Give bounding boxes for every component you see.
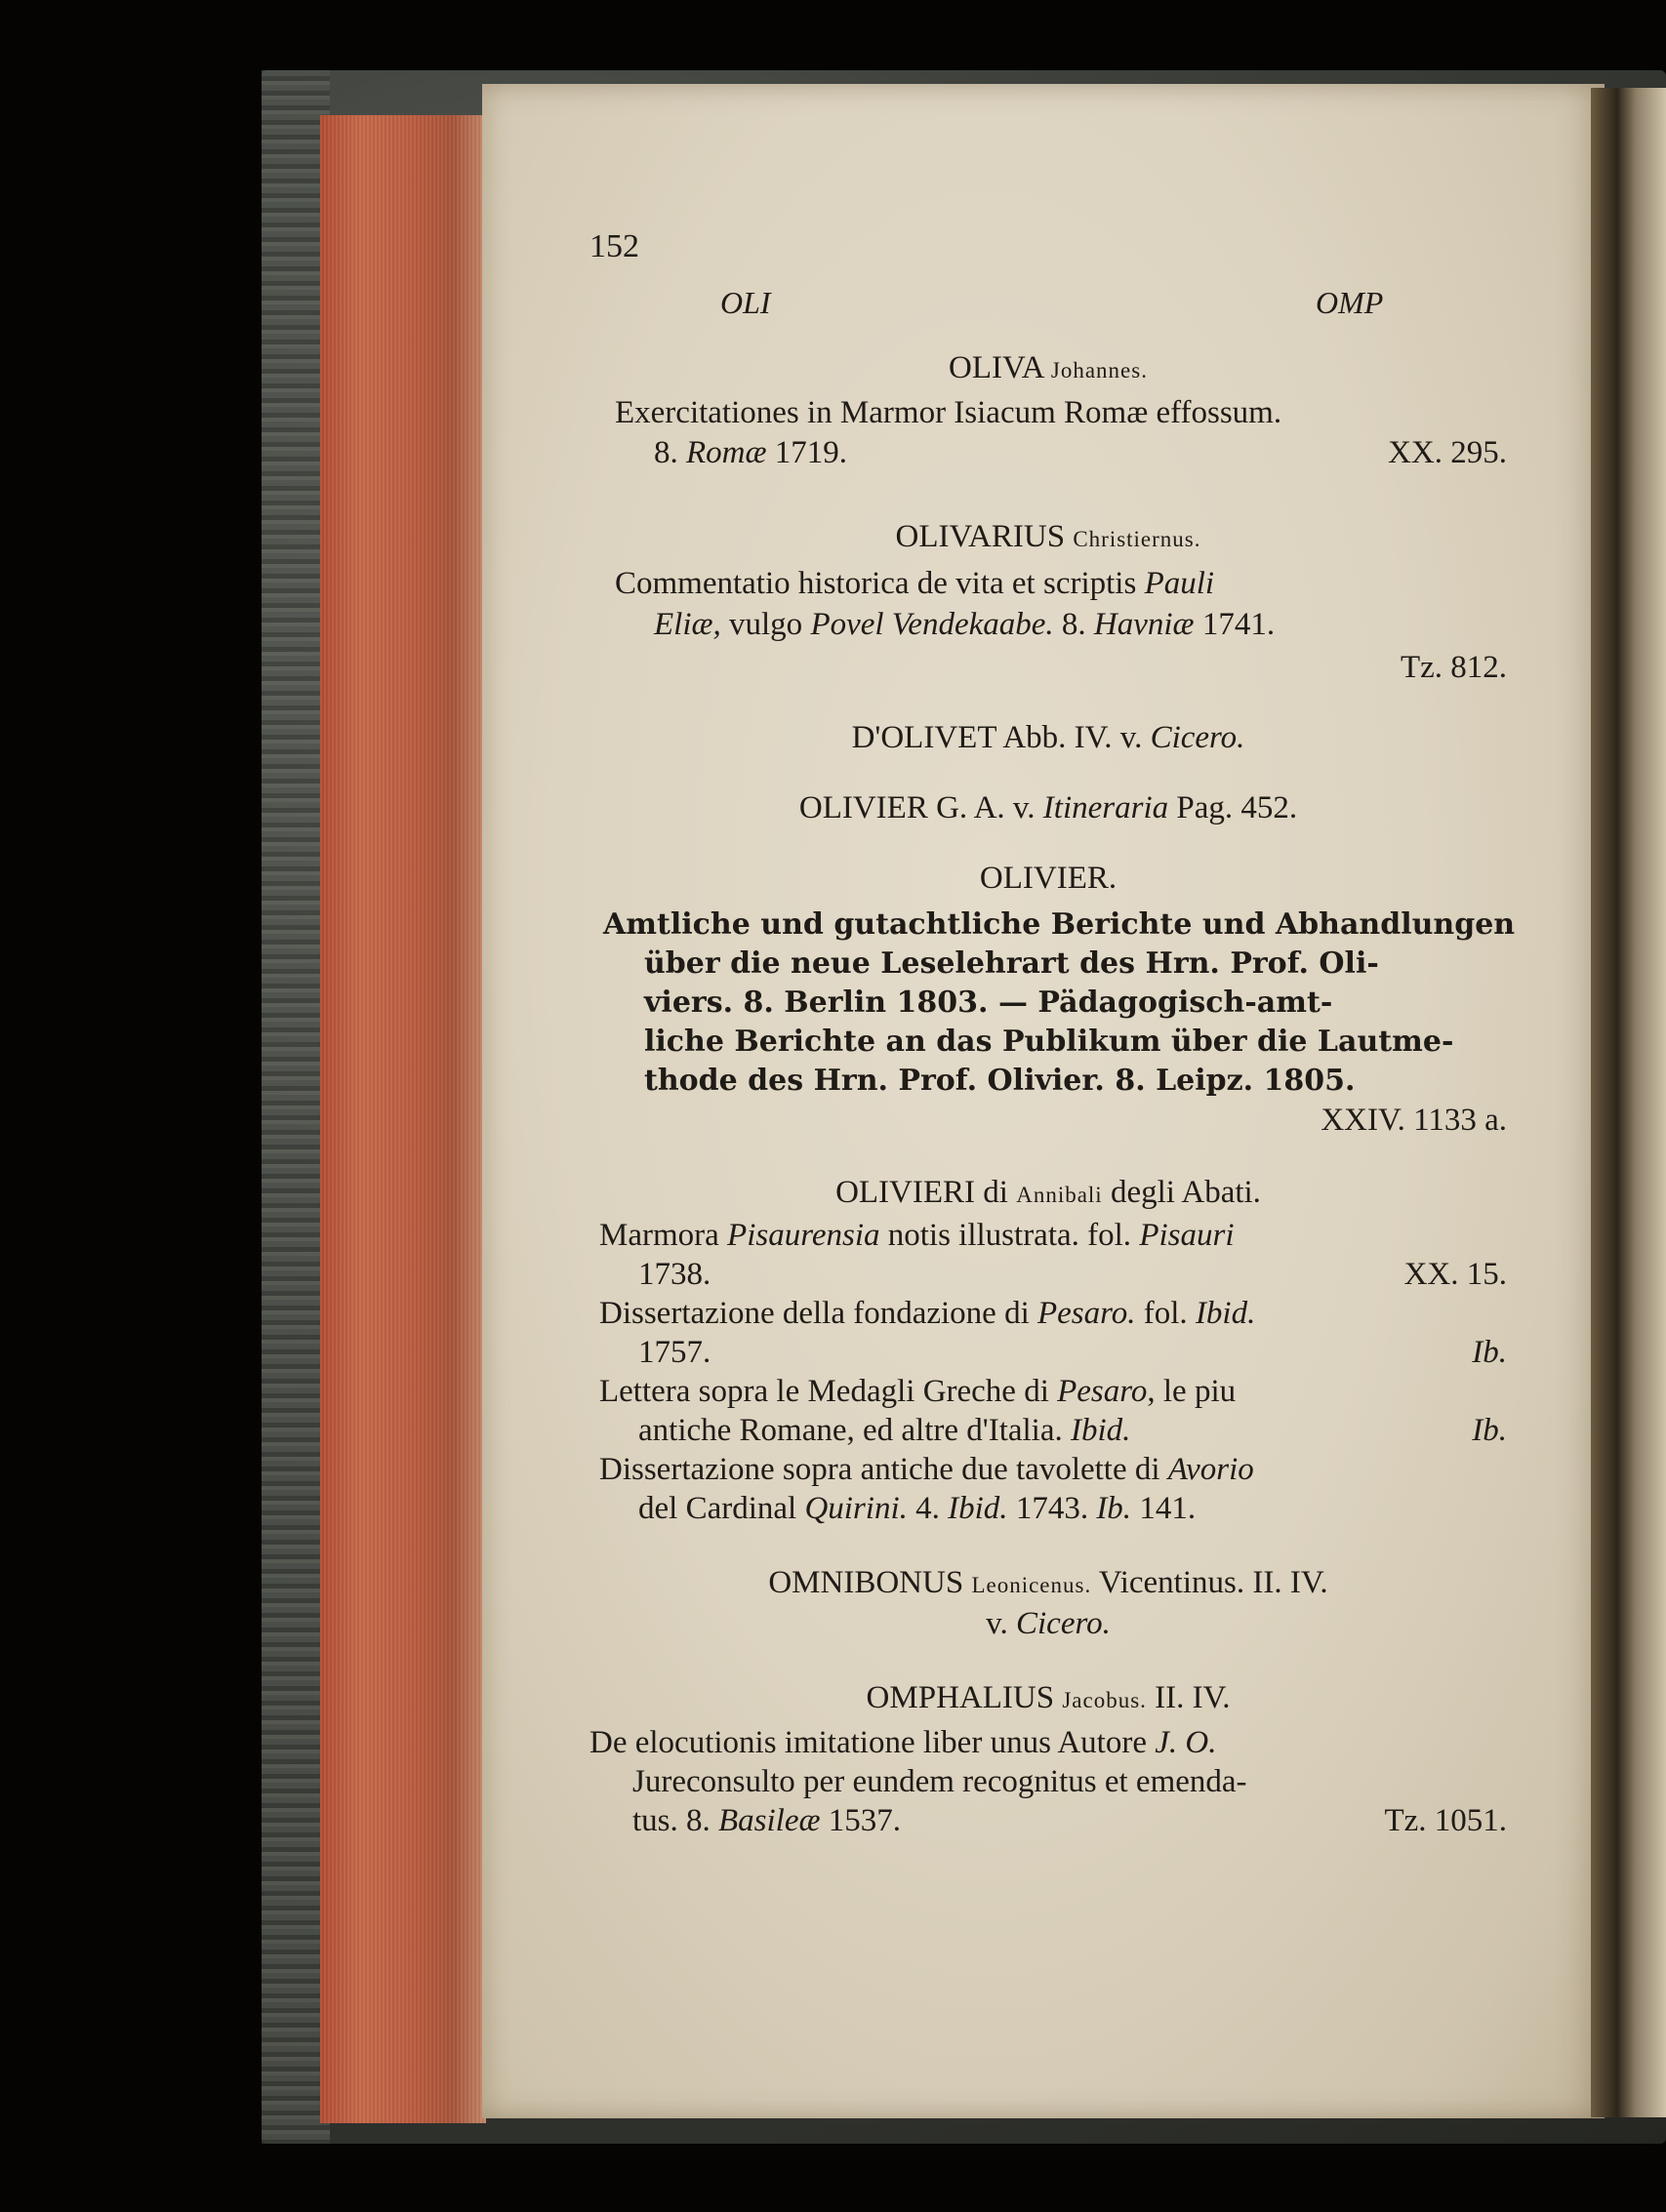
gutter-fold bbox=[1591, 88, 1666, 2117]
entry-line: Commentatio historica de vita et scriptis Pauli bbox=[615, 566, 1215, 601]
entry-line: v. Cicero. bbox=[986, 1606, 1111, 1641]
entry-line: del Cardinal Quirini. 4. Ibid. 1743. Ib. 141. bbox=[638, 1491, 1197, 1526]
entry-line: Lettera sopra le Medagli Greche di Pesaro, le piu bbox=[599, 1374, 1237, 1409]
entry-reference: Tz. 812. bbox=[1400, 650, 1507, 685]
entry-line: Exercitationes in Marmor Isiacum Romæ effossum. bbox=[615, 395, 1282, 430]
entry-line: 1757. Ib. bbox=[638, 1335, 1507, 1370]
entry-reference: XXIV. 1133 a. bbox=[1321, 1103, 1507, 1138]
page-edges-texture bbox=[320, 115, 486, 2123]
page-number: 152 bbox=[589, 228, 639, 264]
entry-heading: OLIVIERI di Annibali degli Abati. bbox=[835, 1175, 1261, 1210]
running-head-right: OMP bbox=[1316, 285, 1384, 320]
entry-line: Eliæ, vulgo Povel Vendekaabe. 8. Havniæ 1741. bbox=[654, 607, 1276, 642]
entry-line-fraktur: Amtliche und gutachtliche Berichte und Abhandlungen bbox=[603, 907, 1516, 942]
entry-line: 1738. XX. 15. bbox=[638, 1257, 1507, 1292]
entry-line-fraktur: thode des Hrn. Prof. Olivier. 8. Leipz. 1805. bbox=[644, 1064, 1356, 1098]
entry-line: De elocutionis imitatione liber unus Autore J. O. bbox=[589, 1725, 1217, 1760]
entry-heading: OLIVA Johannes. bbox=[949, 350, 1148, 385]
entry-line: Dissertazione della fondazione di Pesaro. fol. Ibid. bbox=[599, 1296, 1256, 1331]
entry-line-fraktur: über die neue Leselehrart des Hrn. Prof. Oli- bbox=[644, 946, 1379, 981]
entry-line: 8. Romæ 1719. XX. 295. bbox=[654, 435, 1507, 470]
entry-line-fraktur: liche Berichte an das Publikum über die Lautme- bbox=[644, 1025, 1454, 1059]
entry-heading: OLIVIER G. A. v. Itineraria Pag. 452. bbox=[798, 790, 1298, 825]
entry-line: tus. 8. Basileæ 1537. Tz. 1051. bbox=[632, 1803, 1507, 1838]
entry-line: Dissertazione sopra antiche due tavolette di Avorio bbox=[599, 1452, 1254, 1487]
entry-line-fraktur: viers. 8. Berlin 1803. — Pädagogisch-amt- bbox=[644, 985, 1333, 1020]
entry-heading: OLIVARIUS Christiernus. bbox=[895, 519, 1201, 554]
entry-line: Marmora Pisaurensia notis illustrata. fol. Pisauri bbox=[599, 1218, 1235, 1253]
entry-heading: D'OLIVET Abb. IV. v. Cicero. bbox=[851, 720, 1245, 755]
entry-heading: OMNIBONUS Leonicenus. Vicentinus. II. IV. bbox=[768, 1565, 1328, 1600]
entry-heading: OMPHALIUS Jacobus. II. IV. bbox=[866, 1680, 1231, 1715]
entry-line: Jureconsulto per eundem recognitus et emenda- bbox=[632, 1764, 1247, 1799]
entry-line: antiche Romane, ed altre d'Italia. Ibid. Ib. bbox=[638, 1413, 1507, 1448]
entry-heading: OLIVIER. bbox=[979, 861, 1117, 896]
running-head-left: OLI bbox=[720, 285, 771, 320]
